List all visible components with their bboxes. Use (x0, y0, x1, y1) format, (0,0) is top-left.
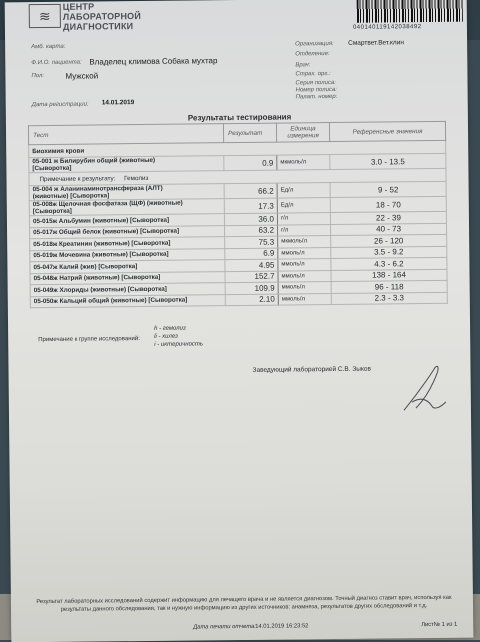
test-name-line-1: 05-008ж Щелочная фосфатаза (ЩФ) (животные) (32, 199, 183, 209)
test-unit: ммоль/л (278, 282, 331, 294)
test-name-line-1: 05-047ж Калий (жив) [Сыворотка] (33, 262, 138, 271)
barcode (357, 0, 463, 23)
test-name-line-1: 05-018ж Креатинин (животные) [Сыворотка] (33, 239, 171, 248)
test-reference: 3.0 - 13.5 (330, 153, 446, 169)
org-label: Организация: (295, 40, 334, 48)
test-reference: 26 - 120 (331, 234, 447, 247)
test-name-line-2: (животные) [Сыворотка] (32, 192, 110, 201)
test-reference: 40 - 73 (331, 223, 447, 236)
test-result: 4.95 (225, 259, 278, 271)
logo-line-1: ЦЕНТР (62, 1, 95, 12)
test-unit: ммоль/л (278, 270, 331, 282)
logo-line-2: ЛАБОРАТОРНОЙ (62, 11, 142, 22)
group-note-label: Примечание к группе исследований: (38, 336, 140, 344)
sex-label: Пол: (31, 73, 45, 80)
test-name-line-1: 05-049ж Хлориды (животные) [Сыворотка] (33, 285, 167, 294)
logo-line-3: ДИАГНОСТИКИ (62, 21, 134, 32)
policy-series-label: Серия полиса: (295, 79, 337, 87)
test-result: 2.10 (225, 294, 278, 306)
test-name-line-1: 05-015ж Альбумин (животные) [Сыворотка] (32, 216, 170, 225)
test-unit: ммоль/л (278, 259, 331, 271)
amb-card-label: Амб. карта: (31, 43, 66, 51)
test-result: 63.2 (225, 225, 278, 237)
group-note-h: h - гемолиз (154, 325, 186, 332)
fio-label: Ф.И.О. пациента: (31, 59, 82, 67)
test-unit: г/л (278, 224, 331, 236)
col-unit-line-1: Единица (290, 125, 316, 133)
col-result: Результат (223, 123, 276, 143)
test-unit: ммоль/л (278, 247, 331, 259)
lab-report-sheet (5, 0, 474, 642)
test-reference: 9 - 52 (330, 181, 446, 197)
col-ref: Референсные значения (329, 121, 445, 141)
col-unit-line-2: измерения (287, 132, 319, 140)
results-table (28, 121, 448, 308)
patient-sex: Мужской (65, 71, 99, 81)
test-unit: ммоль/л (278, 293, 331, 305)
test-result: 6.9 (225, 248, 278, 260)
patient-name: Владелец климова Собака мухтар (89, 56, 218, 67)
reg-date-label: Дата регистрации: (31, 101, 89, 109)
col-unit (276, 123, 329, 143)
test-result: 36.0 (224, 213, 277, 225)
test-result: 66.2 (224, 183, 277, 199)
print-date-label: Дата печати отчета: (193, 623, 256, 631)
group-note-li: li - хилез (154, 333, 178, 340)
test-unit: мкмоль/л (278, 236, 331, 248)
results-title: Результаты тестирования (187, 112, 292, 123)
ward-no-label: Палат. номер: (295, 93, 338, 101)
test-name-line-2: [Сыворотка] (32, 164, 72, 173)
test-name-line-2: [Сыворотка] (32, 207, 72, 216)
test-name-line-1: 05-017ж Общий белок (животные) [Сыворотка] (33, 227, 180, 237)
group-note-i: i - иктеричность (154, 341, 204, 348)
test-result: 109.9 (225, 282, 278, 294)
lab-logo-icon: ≋ (29, 4, 61, 28)
test-reference: 18 - 70 (330, 196, 446, 212)
section-title: Биохимия крови (29, 140, 446, 157)
org-value: Смартвет.Вет.клин (348, 39, 404, 47)
test-reference: 3.5 - 9.2 (331, 246, 447, 259)
test-unit: мкмоль/л (277, 155, 330, 171)
barcode-number: 040140119142038492 (352, 24, 422, 31)
head-of-lab: Заведующий лабораторией С.В. Зыков (252, 365, 371, 374)
dept-label: Отделение: (295, 51, 330, 58)
test-reference: 138 - 164 (331, 269, 447, 282)
policy-no-label: Номер полиса: (295, 86, 337, 94)
test-name (30, 294, 225, 308)
test-name-line-1: 05-048ж Натрий (животные) [Сыворотка] (33, 274, 161, 283)
disclaimer: Результат лабораторных исследований содержит информацию для лечащего врача и не является диагнозом. Точный диагноз ставит врач, используя как результаты данного обследования, так и нужную информацию из других источников: анамнеза, результатов других обследований и т.д. (36, 594, 452, 613)
test-reference: 2.3 - 3.3 (331, 292, 447, 305)
test-reference: 96 - 118 (331, 280, 447, 293)
print-date: 14.01.2019 16:23:52 (255, 623, 309, 630)
reg-date: 14.01.2019 (101, 99, 135, 107)
test-reference: 22 - 39 (330, 211, 446, 224)
page-number: Лист№ 1 из 1 (421, 621, 458, 629)
test-result: 75.3 (225, 236, 278, 248)
result-note-label: Примечание к результату: (39, 174, 116, 183)
test-name-line-1: 05-004 ж Аланинаминотрансфераза (АЛТ) (32, 184, 163, 194)
col-test: Тест (28, 124, 223, 145)
test-name-line-1: 05-001 ж Билирубин общий (животные) (32, 156, 156, 166)
signature (393, 358, 454, 419)
doctor-label: Врач: (295, 62, 311, 69)
test-name-line-1: 05-050ж Кальций общий (животные) [Сыворотка] (33, 296, 188, 306)
test-unit: г/л (277, 213, 330, 225)
test-result: 152.7 (225, 271, 278, 283)
test-result: 0.9 (224, 155, 277, 171)
test-result: 17.3 (224, 198, 277, 214)
insurer-label: Страх. орг.: (295, 71, 331, 78)
test-unit: Ед/л (277, 183, 330, 199)
result-note-value: Гемолиз (124, 174, 149, 182)
test-name-line-1: 05-019ж Мочевина (животные) [Сыворотка] (33, 250, 169, 260)
lab-logo-text (63, 1, 142, 32)
test-unit: Ед/л (277, 198, 330, 214)
test-reference: 4.3 - 6.2 (331, 257, 447, 270)
